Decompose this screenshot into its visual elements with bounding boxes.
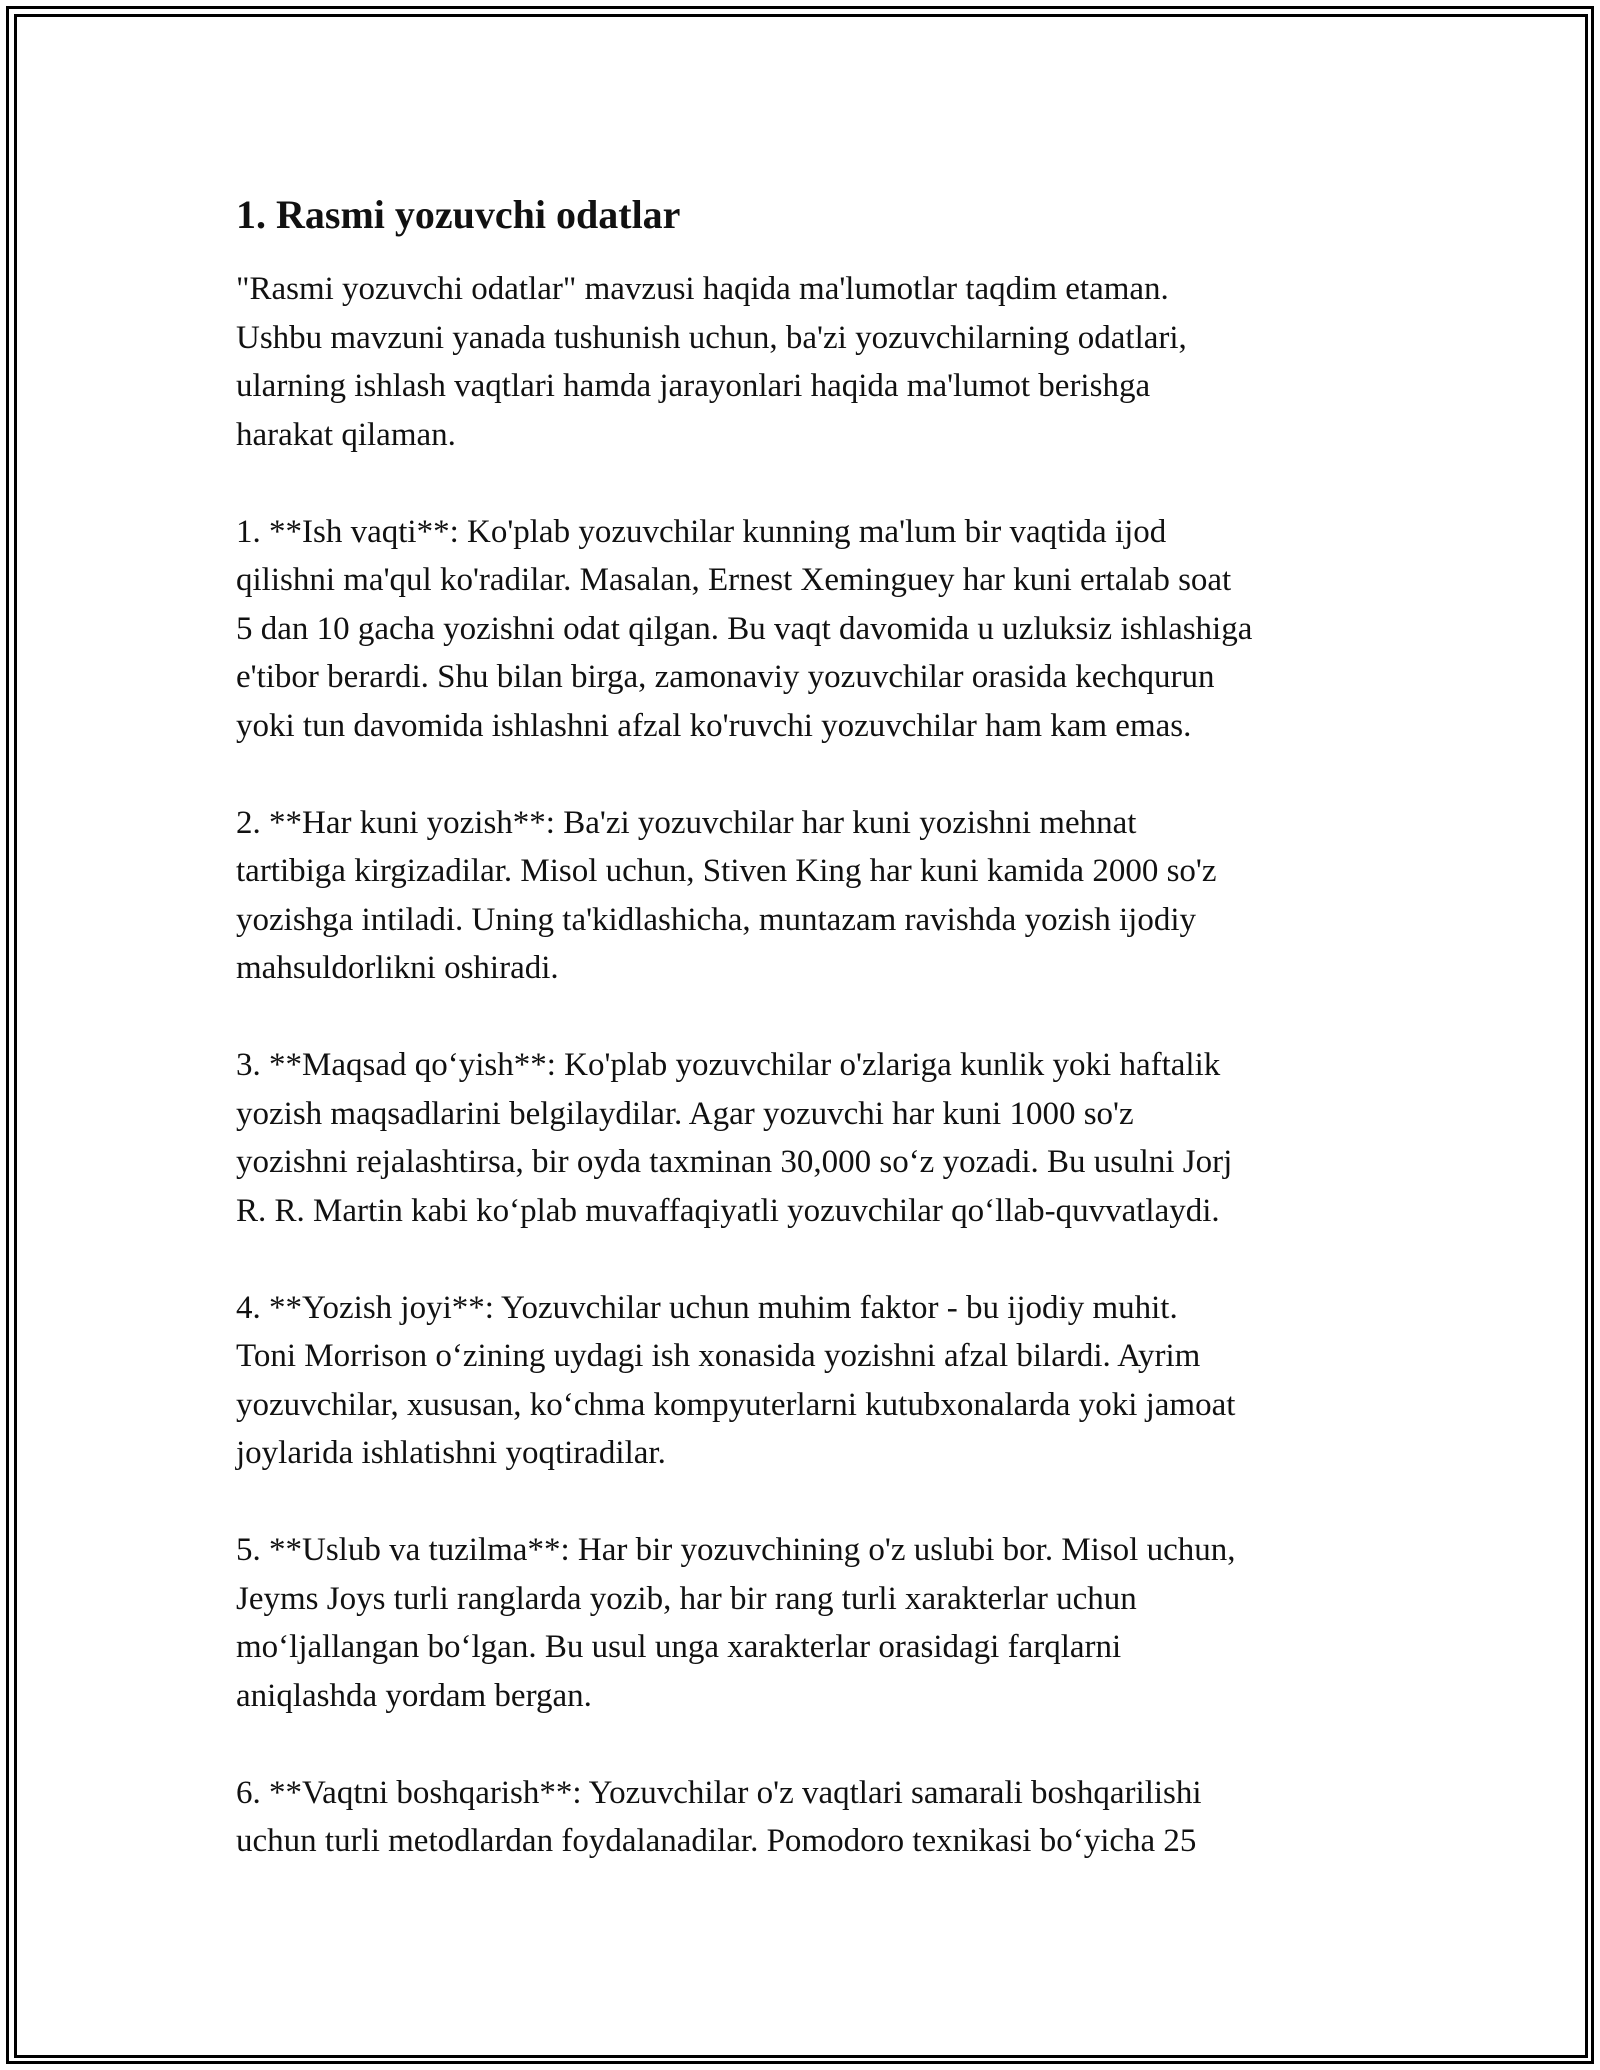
paragraph-daily-writing: 2. **Har kuni yozish**: Ba'zi yozuvchilar har kuni yozishni mehnat tartibiga kirgizadilar. Misol uchun, Stiven King har kuni kamida 2000 so'z yozishga intiladi. Uning ta'kidlashicha, muntazam ravishda yozish ijodiy mahsuldorlikni oshiradi.: [236, 804, 1217, 986]
paragraph-writing-place: 4. **Yozish joyi**: Yozuvchilar uchun muhim faktor - bu ijodiy muhit. Toni Morrison o‘zining uydagi ish xonasida yozishni afzal bilardi. Ayrim yozuvchilar, xususan, ko‘chma kompyuterlarni kutubxonalarda yoki jamoat joylarida ishlatishni yoqtiradilar.: [236, 1289, 1236, 1471]
page-title: 1. Rasmi yozuvchi odatlar: [236, 192, 681, 237]
document-body: [236, 185, 1376, 1914]
paragraph-style-structure: 5. **Uslub va tuzilma**: Har bir yozuvchining o'z uslubi bor. Misol uchun, Jeyms Joys turli ranglarda yozib, har bir rang turli xarakterlar uchun mo‘ljallangan bo‘lgan. Bu usul unga xarakterlar orasidagi farqlarni aniqlashda yordam bergan.: [236, 1532, 1236, 1714]
paragraph-work-time: 1. **Ish vaqti**: Ko'plab yozuvchilar kunning ma'lum bir vaqtida ijod qilishni ma'qul ko'radilar. Masalan, Ernest Xeminguey har kuni ertalab soat 5 dan 10 gacha yozishni odat qilgan. Bu vaqt davomida u uzluksiz ishlashiga e'tibor berardi. Shu bilan birga, zamonaviy yozuvchilar orasida kechqurun yoki tun davomida ishlashni afzal ko'ruvchi yozuvchilar ham kam emas.: [236, 513, 1253, 744]
paragraph-goal-setting: 3. **Maqsad qo‘yish**: Ko'plab yozuvchilar o'zlariga kunlik yoki haftalik yozish maqsadlarini belgilaydilar. Agar yozuvchi har kuni 1000 so'z yozishni rejalashtirsa, bir oyda taxminan 30,000 so‘z yozadi. Bu usulni Jorj R. R. Martin kabi ko‘plab muvaffaqiyatli yozuvchilar qo‘llab-quvvatlaydi.: [236, 1047, 1233, 1229]
paragraph-time-management: 6. **Vaqtni boshqarish**: Yozuvchilar o'z vaqtlari samarali boshqarilishi uchun turli metodlardan foydalanadilar. Pomodoro texnikasi bo‘yicha 25: [236, 1774, 1202, 1859]
intro-paragraph: "Rasmi yozuvchi odatlar" mavzusi haqida ma'lumotlar taqdim etaman. Ushbu mavzuni yanada tushunish uchun, ba'zi yozuvchilarning odatlari, ularning ishlash vaqtlari hamda jarayonlari haqida ma'lumot berishga harakat qilaman.: [236, 271, 1187, 453]
